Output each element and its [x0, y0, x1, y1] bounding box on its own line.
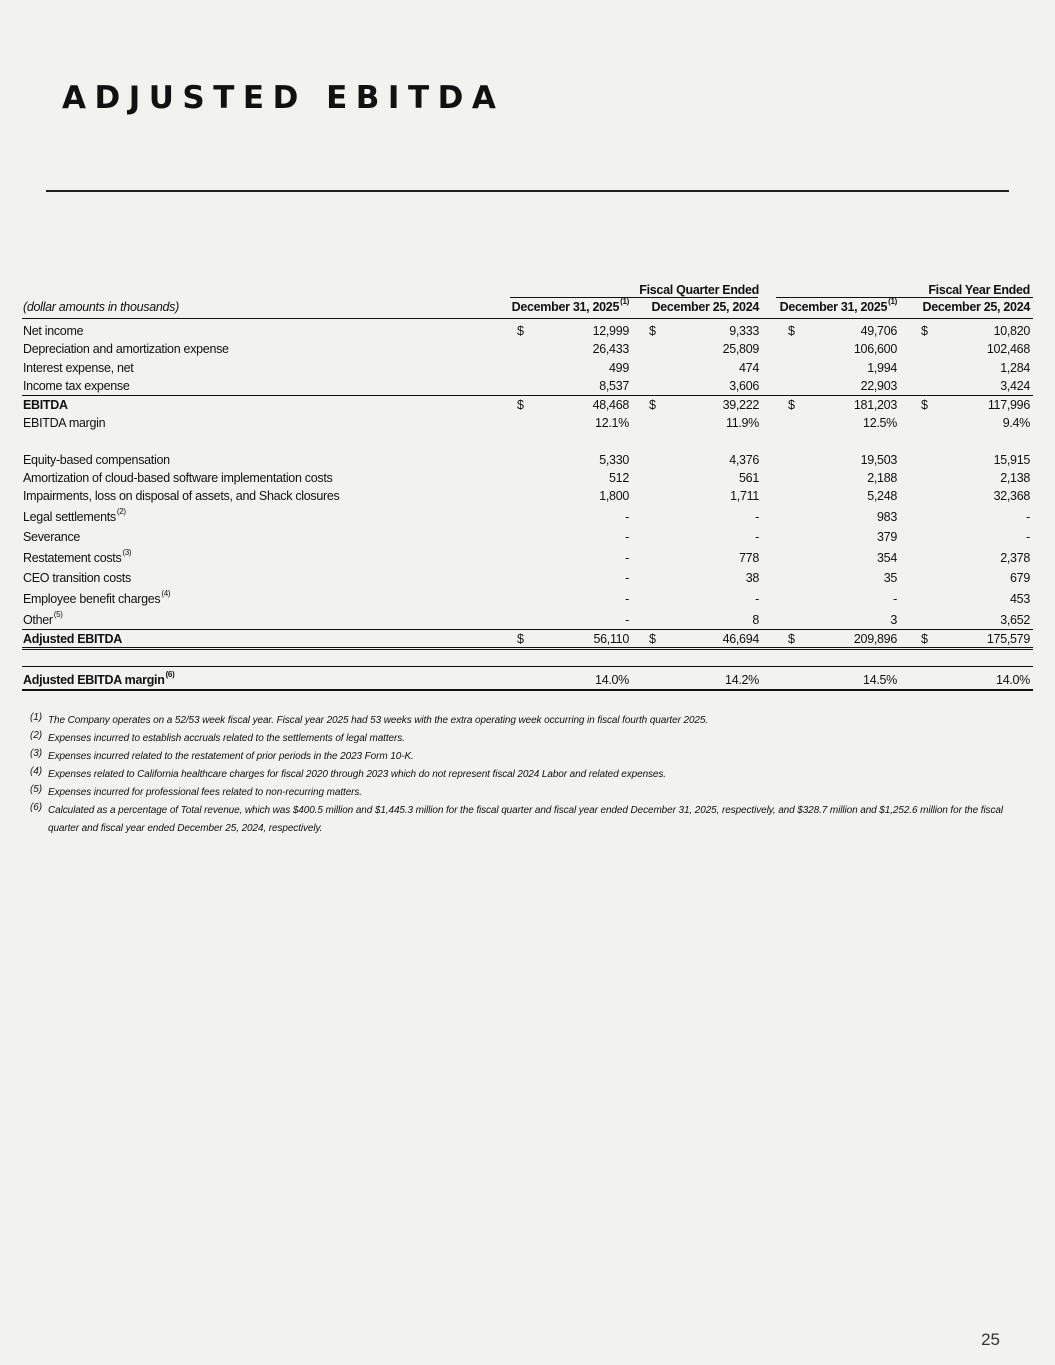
row-value: 1,800 — [599, 489, 629, 503]
row-value: 38 — [745, 571, 759, 585]
row-value: 679 — [1010, 571, 1030, 585]
table-row — [22, 487, 1033, 506]
dollar-sign: $ — [649, 324, 656, 338]
row-value: - — [755, 510, 759, 524]
row-label: Amortization of cloud-based software implementation costs — [23, 471, 333, 485]
row-value: - — [755, 530, 759, 544]
table-rule — [22, 395, 1033, 396]
group-header-year: Fiscal Year Ended — [928, 283, 1030, 297]
table-row — [22, 671, 1033, 690]
footnote-3: (3) Expenses incurred related to the restatement of prior periods in the 2023 Form 10-K. — [30, 748, 414, 762]
table-row — [22, 528, 1033, 547]
row-value: 8,537 — [599, 379, 629, 393]
table-rule — [22, 629, 1033, 630]
row-value: 26,433 — [592, 342, 629, 356]
row-value: 983 — [877, 510, 897, 524]
row-value: 209,896 — [853, 632, 897, 646]
dollar-sign: $ — [921, 398, 928, 412]
table-rule — [22, 666, 1033, 667]
row-value: 3 — [890, 613, 897, 627]
row-value: - — [1026, 530, 1030, 544]
row-value: 1,711 — [730, 489, 759, 503]
row-value: 14.0% — [595, 673, 629, 687]
page-number: 25 — [981, 1330, 1000, 1349]
row-label: Depreciation and amortization expense — [23, 342, 229, 356]
row-value: 5,330 — [599, 453, 629, 467]
row-value: 5,248 — [867, 489, 897, 503]
table-row — [22, 508, 1033, 527]
col-header-4: December 25, 2024 — [922, 300, 1030, 314]
table-rule — [22, 689, 1033, 691]
row-label: EBITDA — [23, 398, 68, 412]
row-value: 3,652 — [1000, 613, 1030, 627]
col-header-2: December 25, 2024 — [651, 300, 759, 314]
dollar-sign: $ — [517, 398, 524, 412]
row-value: 499 — [609, 361, 629, 375]
row-value: 512 — [609, 471, 629, 485]
table-row — [22, 340, 1033, 359]
table-row — [22, 569, 1033, 588]
row-value: 117,996 — [987, 398, 1030, 412]
page-title: ADJUSTED EBITDA — [62, 80, 505, 116]
row-value: 453 — [1010, 592, 1030, 606]
col-header-3: December 31, 2025$^{(1)}$ — [779, 297, 897, 314]
row-label: CEO transition costs — [23, 571, 131, 585]
row-value: 11.9% — [725, 416, 759, 430]
row-value: - — [625, 510, 629, 524]
row-value: 9.4% — [1002, 416, 1030, 430]
dollar-sign: $ — [788, 632, 795, 646]
row-value: 2,188 — [867, 471, 897, 485]
row-value: 35 — [883, 571, 897, 585]
row-value: 22,903 — [860, 379, 897, 393]
units-label: (dollar amounts in thousands) — [23, 300, 179, 314]
row-label: Adjusted EBITDA margin$^{(6)}$ — [23, 670, 175, 687]
row-label: Income tax expense — [23, 379, 130, 393]
column-header-row — [22, 298, 1033, 318]
dollar-sign: $ — [921, 324, 928, 338]
row-value: 1,994 — [867, 361, 897, 375]
row-value: 10,820 — [993, 324, 1030, 338]
row-value: 106,600 — [853, 342, 897, 356]
table-row — [22, 322, 1033, 341]
row-value: 32,368 — [993, 489, 1030, 503]
row-value: 14.0% — [996, 673, 1030, 687]
row-value: - — [625, 530, 629, 544]
row-label: Restatement costs$^{(3)}$ — [23, 548, 132, 565]
dollar-sign: $ — [517, 632, 524, 646]
row-value: 3,424 — [1000, 379, 1030, 393]
dollar-sign: $ — [649, 632, 656, 646]
row-value: 8 — [752, 613, 759, 627]
group-header-row — [22, 281, 1033, 298]
table-row — [22, 414, 1033, 433]
dollar-sign: $ — [517, 324, 524, 338]
row-value: 19,503 — [860, 453, 897, 467]
row-value: - — [625, 571, 629, 585]
row-value: 354 — [877, 551, 897, 565]
footnote-2: (2) Expenses incurred to establish accruals related to the settlements of legal matters. — [30, 730, 405, 744]
row-value: - — [625, 551, 629, 565]
row-value: - — [893, 592, 897, 606]
row-value: - — [755, 592, 759, 606]
row-label: Adjusted EBITDA — [23, 632, 122, 646]
row-label: Equity-based compensation — [23, 453, 170, 467]
row-value: 39,222 — [722, 398, 759, 412]
table-row — [22, 469, 1033, 488]
row-value: 561 — [739, 471, 759, 485]
table-row — [22, 630, 1033, 649]
footnote-6: (6) Calculated as a percentage of Total revenue, which was $400.5 million and $1,445.3 million for the fiscal quarter and fiscal year ended December 31, 2025, respectively, and $328.7 million and $1,252.6 million for the fiscal quarter and fiscal year ended December 25, 2024, respectively. — [30, 802, 1003, 834]
row-value: 14.5% — [863, 673, 897, 687]
row-value: 25,809 — [722, 342, 759, 356]
row-value: 474 — [739, 361, 759, 375]
row-value: 14.2% — [725, 673, 759, 687]
row-label: Severance — [23, 530, 81, 544]
footnotes — [30, 712, 1030, 838]
row-value: 102,468 — [986, 342, 1030, 356]
col-header-1: December 31, 2025$^{(1)}$ — [511, 297, 629, 314]
row-value: 4,376 — [729, 453, 759, 467]
row-value: 379 — [877, 530, 897, 544]
row-value: 56,110 — [593, 632, 629, 646]
row-value: 9,333 — [729, 324, 759, 338]
row-value: 12.5% — [863, 416, 897, 430]
row-value: 181,203 — [853, 398, 897, 412]
row-value: - — [625, 613, 629, 627]
footnote-5: (5) Expenses incurred for professional fees related to non-recurring matters. — [30, 784, 362, 798]
row-value: - — [1026, 510, 1030, 524]
dollar-sign: $ — [788, 324, 795, 338]
row-label: Employee benefit charges$^{(4)}$ — [23, 589, 171, 606]
dollar-sign: $ — [788, 398, 795, 412]
row-value: 175,579 — [986, 632, 1030, 646]
row-label: Impairments, loss on disposal of assets, and Shack closures — [23, 489, 340, 503]
row-label: Interest expense, net — [23, 361, 134, 375]
table-rule — [22, 649, 1033, 650]
row-value: 15,915 — [993, 453, 1030, 467]
row-value: 49,706 — [860, 324, 897, 338]
row-value: 3,606 — [729, 379, 759, 393]
row-value: 778 — [739, 551, 759, 565]
row-label: Other$^{(5)}$ — [23, 610, 63, 627]
table-row — [22, 611, 1033, 630]
table-row — [22, 359, 1033, 378]
row-value: 2,378 — [1000, 551, 1030, 565]
dollar-sign: $ — [921, 632, 928, 646]
row-label: Net income — [23, 324, 84, 338]
table-rule — [22, 647, 1033, 648]
row-label: EBITDA margin — [23, 416, 106, 430]
table-row — [22, 549, 1033, 568]
ebitda-table — [22, 281, 1033, 687]
table-row — [22, 451, 1033, 470]
table-row — [22, 590, 1033, 609]
row-value: - — [625, 592, 629, 606]
table-row — [22, 396, 1033, 415]
dollar-sign: $ — [649, 398, 656, 412]
row-value: 46,694 — [722, 632, 759, 646]
row-value: 12.1% — [595, 416, 629, 430]
table-row — [22, 377, 1033, 396]
footnote-1: (1) The Company operates on a 52/53 week fiscal year. Fiscal year 2025 had 53 weeks with the extra operating week occurring in fiscal fourth quarter 2025. — [30, 712, 709, 726]
row-value: 2,138 — [1000, 471, 1030, 485]
group-header-quarter: Fiscal Quarter Ended — [639, 283, 759, 297]
footnote-4: (4) Expenses related to California healthcare charges for fiscal 2020 through 2023 which do not represent fiscal 2024 Labor and related expenses. — [30, 766, 666, 780]
row-value: 1,284 — [1000, 361, 1030, 375]
row-value: 48,468 — [592, 398, 629, 412]
row-value: 12,999 — [592, 324, 629, 338]
header-underline — [22, 318, 1033, 319]
title-divider — [46, 190, 1009, 192]
row-label: Legal settlements$^{(2)}$ — [23, 507, 126, 524]
